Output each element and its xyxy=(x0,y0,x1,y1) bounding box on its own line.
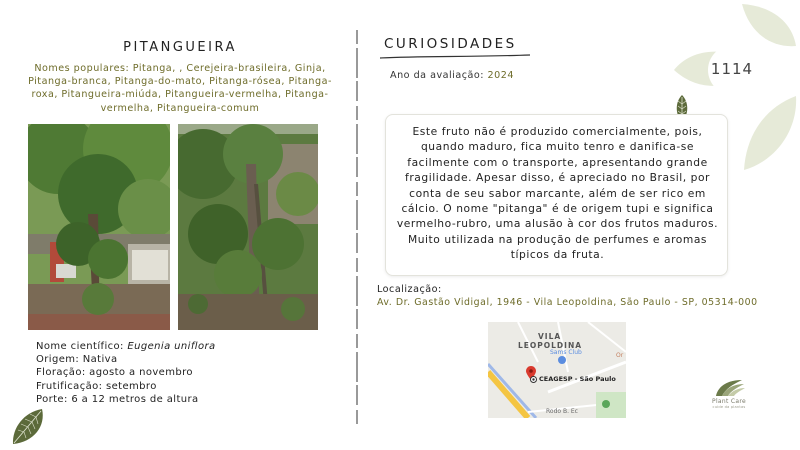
plant-care-logo-icon xyxy=(712,378,746,398)
heading-underline xyxy=(380,54,530,60)
map-street-label: Rodo B. Ec xyxy=(546,408,578,415)
leaf-icon xyxy=(8,406,46,446)
map-marker-icon xyxy=(530,376,537,383)
scientific-label: Nome científico: xyxy=(36,341,128,352)
map-district-label-2: LEOPOLDINA xyxy=(518,341,583,350)
map-marker-label: CEAGESP - São Paulo xyxy=(539,375,616,383)
origin-line: Origem: Nativa xyxy=(36,354,118,366)
map-poi-label: Sams Club xyxy=(550,349,582,356)
plant-number-badge: 1114 xyxy=(710,60,754,78)
logo-name: Plant Care xyxy=(712,398,746,405)
column-divider xyxy=(356,30,358,425)
flowering-line: Floração: agosto a novembro xyxy=(36,367,193,379)
popular-names: Nomes populares: Pitanga, , Cerejeira-brasileira, Ginja, Pitanga-branca, Pitanga-do-mato, Pitanga-rósea, Pitanga-roxa, Pitangueira-miúda, Pitangueira-vermelha, Pitanga-vermelha, Pitangueira-comum xyxy=(28,63,332,114)
tree-photo-2 xyxy=(178,124,318,330)
plant-facts xyxy=(36,340,336,406)
location-map[interactable] xyxy=(488,322,626,418)
location-address: Av. Dr. Gastão Vidigal, 1946 - Vila Leopoldina, São Paulo - SP, 05314-000 xyxy=(377,297,758,308)
map-district-label-1: VILA xyxy=(538,332,562,341)
fruiting-line: Frutificação: setembro xyxy=(36,380,157,392)
year-value: 2024 xyxy=(487,70,514,81)
scientific-name-line xyxy=(36,340,336,353)
logo-tagline: cuide da plantas xyxy=(712,405,746,409)
scientific-name: Eugenia uniflora xyxy=(127,341,216,352)
evaluation-year xyxy=(390,70,514,81)
size-line: Porte: 6 a 12 metros de altura xyxy=(36,393,199,405)
location-label: Localização: xyxy=(377,284,442,295)
map-edge-label: Or xyxy=(616,352,624,359)
curiosities-heading: CURIOSIDADES xyxy=(384,36,517,52)
year-label: Ano da avaliação: xyxy=(390,70,488,81)
tree-photo-1 xyxy=(28,124,170,330)
curiosities-card xyxy=(385,114,728,276)
curiosities-text: Este fruto não é produzido comercialmente, pois, quando maduro, fica muito tenro e danifica-se facilmente com o transporte, apresentando grande fragilidade. Apesar disso, é apreciado no Brasil, por conta de seu sabor marcante, além de ser rico em cálcio. O nome "pitanga" é de origem tupi e significa vermelho-rubro, uma alusão à cor dos frutos maduros. Muito utilizada na produção de perfumes e aromas típicos da fruta. xyxy=(396,125,719,262)
plant-name: PITANGUEIRA xyxy=(123,40,237,55)
